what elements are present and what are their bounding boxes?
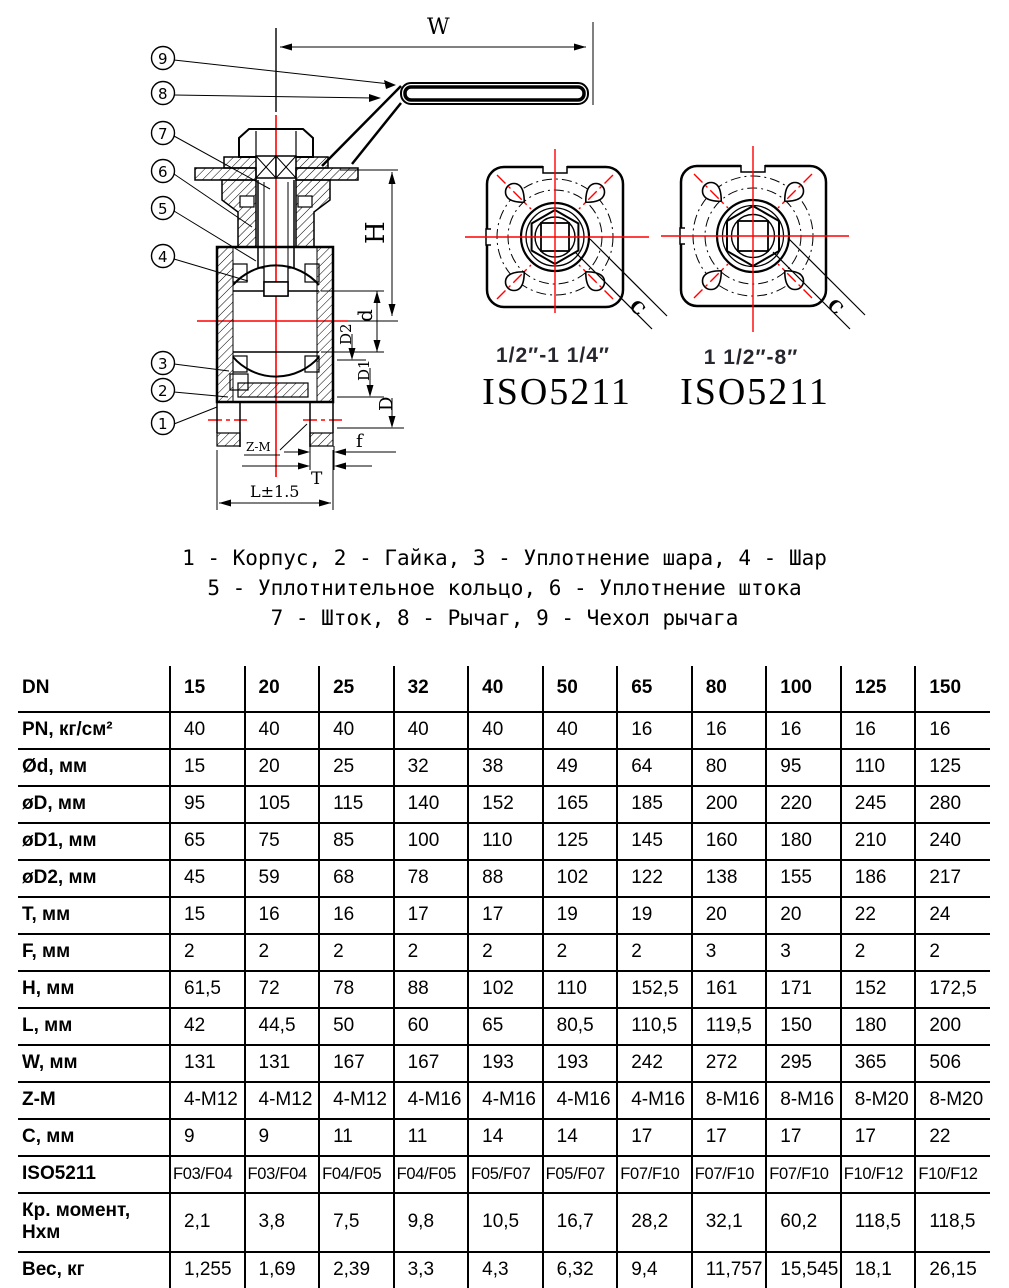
table-cell: 85 [319, 823, 394, 860]
table-cell: 11,757 [692, 1252, 767, 1288]
table-cell: 2,39 [319, 1252, 394, 1288]
svg-text:9: 9 [158, 50, 168, 68]
table-cell: 8-M16 [766, 1082, 841, 1119]
technical-drawing [0, 0, 1009, 535]
table-cell: 78 [319, 971, 394, 1008]
table-cell: 32 [394, 749, 469, 786]
table-cell: 15 [170, 897, 245, 934]
table-cell: 26,15 [915, 1252, 990, 1288]
row-label: Кр. момент, Нхм [18, 1193, 170, 1252]
table-cell: 17 [766, 1119, 841, 1156]
dim-h-label: H [361, 221, 391, 244]
svg-text:6: 6 [158, 163, 168, 181]
table-cell: 59 [245, 860, 320, 897]
table-row [18, 860, 990, 897]
table-cell: 110 [841, 749, 916, 786]
table-cell: 7,5 [319, 1193, 394, 1252]
table-cell: 193 [543, 1045, 618, 1082]
flange-size-range: 1 1/2″-8″ [703, 346, 799, 369]
table-row [18, 1045, 990, 1082]
spec-table [18, 666, 990, 1288]
table-cell: 28,2 [617, 1193, 692, 1252]
dim-big-d-label: D [376, 396, 397, 411]
table-cell: 80,5 [543, 1008, 618, 1045]
table-row [18, 712, 990, 749]
dim-l-label: L±1.5 [250, 482, 300, 501]
table-cell: F05/F07 [468, 1156, 543, 1193]
table-cell: 4-M12 [319, 1082, 394, 1119]
table-row [18, 666, 990, 712]
table-cell: F10/F12 [915, 1156, 990, 1193]
table-cell: 65 [617, 666, 692, 712]
table-cell: F07/F10 [766, 1156, 841, 1193]
flange-view-small [465, 149, 667, 413]
table-cell: 14 [543, 1119, 618, 1156]
row-label: ISO5211 [18, 1156, 170, 1193]
table-cell: 110 [543, 971, 618, 1008]
table-cell: 8-M16 [692, 1082, 767, 1119]
table-cell: F05/F07 [543, 1156, 618, 1193]
table-cell: 15 [170, 666, 245, 712]
table-cell: 61,5 [170, 971, 245, 1008]
table-cell: 95 [766, 749, 841, 786]
table-cell: 125 [543, 823, 618, 860]
table-cell: 2 [394, 934, 469, 971]
table-cell: 240 [915, 823, 990, 860]
table-cell: 75 [245, 823, 320, 860]
table-cell: 40 [394, 712, 469, 749]
table-row [18, 1252, 990, 1288]
row-label: Ød, мм [18, 749, 170, 786]
table-cell: 16 [319, 897, 394, 934]
bottom-flange [217, 383, 333, 447]
table-cell: 14 [468, 1119, 543, 1156]
table-cell: 38 [468, 749, 543, 786]
table-cell: 200 [915, 1008, 990, 1045]
table-cell: 193 [468, 1045, 543, 1082]
table-cell: 115 [319, 786, 394, 823]
table-cell: 110,5 [617, 1008, 692, 1045]
row-label: øD1, мм [18, 823, 170, 860]
table-cell: 1,255 [170, 1252, 245, 1288]
table-row [18, 1119, 990, 1156]
table-cell: 95 [170, 786, 245, 823]
table-cell: 17 [841, 1119, 916, 1156]
table-row [18, 1156, 990, 1193]
table-cell: 2 [468, 934, 543, 971]
flange-iso-label: ISO5211 [482, 371, 632, 413]
flange-c-label: C [624, 296, 649, 321]
table-cell: F03/F04 [245, 1156, 320, 1193]
dimension-big-d [337, 397, 404, 428]
table-cell: 180 [766, 823, 841, 860]
flange-size-range: 1/2″-1 1/4″ [495, 344, 611, 367]
table-cell: 16 [766, 712, 841, 749]
table-cell: 80 [692, 666, 767, 712]
row-label: L, мм [18, 1008, 170, 1045]
table-cell: 20 [766, 897, 841, 934]
table-cell: F03/F04 [170, 1156, 245, 1193]
table-cell: 15,545 [766, 1252, 841, 1288]
table-cell: F10/F12 [841, 1156, 916, 1193]
row-label: PN, кг/см² [18, 712, 170, 749]
table-cell: 11 [394, 1119, 469, 1156]
table-cell: 217 [915, 860, 990, 897]
table-cell: 200 [692, 786, 767, 823]
dimension-h [340, 170, 398, 321]
table-row [18, 934, 990, 971]
parts-legend [0, 543, 1009, 633]
table-cell: 295 [766, 1045, 841, 1082]
table-cell: 65 [170, 823, 245, 860]
table-cell: 506 [915, 1045, 990, 1082]
row-label: H, мм [18, 971, 170, 1008]
table-cell: 152,5 [617, 971, 692, 1008]
table-cell: 20 [245, 666, 320, 712]
table-cell: 22 [915, 1119, 990, 1156]
svg-text:3: 3 [158, 355, 168, 373]
callout-8 [152, 82, 382, 105]
table-cell: 2 [617, 934, 692, 971]
table-cell: 17 [468, 897, 543, 934]
table-row [18, 823, 990, 860]
table-row [18, 1193, 990, 1252]
row-label: øD2, мм [18, 860, 170, 897]
row-label: øD, мм [18, 786, 170, 823]
table-cell: 40 [170, 712, 245, 749]
legend-line-1: 1 - Корпус, 2 - Гайка, 3 - Уплотнение шара, 4 - Шар [182, 546, 827, 570]
table-cell: 16 [841, 712, 916, 749]
dim-d1-label: D1 [355, 359, 373, 381]
table-cell: 60,2 [766, 1193, 841, 1252]
svg-text:7: 7 [158, 125, 168, 143]
svg-text:8: 8 [158, 85, 168, 103]
table-cell: 20 [692, 897, 767, 934]
table-cell: 72 [245, 971, 320, 1008]
flange-view-large [661, 146, 865, 413]
table-cell: 88 [394, 971, 469, 1008]
table-cell: 167 [394, 1045, 469, 1082]
table-cell: 32,1 [692, 1193, 767, 1252]
table-cell: 17 [692, 1119, 767, 1156]
table-cell: 40 [468, 712, 543, 749]
table-cell: 40 [543, 712, 618, 749]
table-cell: 2 [841, 934, 916, 971]
table-cell: 19 [617, 897, 692, 934]
table-row [18, 749, 990, 786]
table-cell: 10,5 [468, 1193, 543, 1252]
table-cell: 186 [841, 860, 916, 897]
table-cell: 180 [841, 1008, 916, 1045]
table-cell: 78 [394, 860, 469, 897]
table-cell: 9 [245, 1119, 320, 1156]
table-cell: 4-M16 [468, 1082, 543, 1119]
table-cell: 40 [319, 712, 394, 749]
table-cell: 2 [245, 934, 320, 971]
table-row [18, 897, 990, 934]
table-cell: 25 [319, 749, 394, 786]
table-cell: 125 [915, 749, 990, 786]
table-cell: 100 [394, 823, 469, 860]
table-cell: 165 [543, 786, 618, 823]
table-cell: 17 [617, 1119, 692, 1156]
flange-iso-label: ISO5211 [680, 371, 830, 413]
table-cell: 131 [245, 1045, 320, 1082]
table-cell: 8-M20 [915, 1082, 990, 1119]
table-cell: 15 [170, 749, 245, 786]
table-cell: 155 [766, 860, 841, 897]
table-cell: 3,8 [245, 1193, 320, 1252]
table-cell: 9,4 [617, 1252, 692, 1288]
table-cell: 20 [245, 749, 320, 786]
table-cell: 145 [617, 823, 692, 860]
table-cell: 40 [245, 712, 320, 749]
callout-9 [152, 47, 397, 90]
table-cell: 102 [468, 971, 543, 1008]
table-cell: 45 [170, 860, 245, 897]
table-cell: 167 [319, 1045, 394, 1082]
row-label: Вес, кг [18, 1252, 170, 1288]
table-cell: 161 [692, 971, 767, 1008]
table-cell: 100 [766, 666, 841, 712]
table-cell: 3,3 [394, 1252, 469, 1288]
table-cell: 152 [468, 786, 543, 823]
table-cell: 150 [915, 666, 990, 712]
spec-table-body [18, 666, 990, 1288]
table-cell: F04/F05 [394, 1156, 469, 1193]
table-cell: F07/F10 [692, 1156, 767, 1193]
table-cell: 68 [319, 860, 394, 897]
table-cell: 9 [170, 1119, 245, 1156]
table-cell: 185 [617, 786, 692, 823]
table-cell: 2 [319, 934, 394, 971]
table-cell: 11 [319, 1119, 394, 1156]
table-cell: 125 [841, 666, 916, 712]
table-cell: 16 [617, 712, 692, 749]
table-cell: 9,8 [394, 1193, 469, 1252]
table-cell: 2 [915, 934, 990, 971]
table-cell: 2 [543, 934, 618, 971]
table-cell: 32 [394, 666, 469, 712]
table-cell: 4-M12 [170, 1082, 245, 1119]
table-cell: 16,7 [543, 1193, 618, 1252]
table-cell: 25 [319, 666, 394, 712]
dim-d-label: d [353, 309, 377, 322]
table-cell: 49 [543, 749, 618, 786]
table-cell: 60 [394, 1008, 469, 1045]
table-row [18, 1008, 990, 1045]
table-cell: 122 [617, 860, 692, 897]
table-cell: 16 [692, 712, 767, 749]
table-cell: 210 [841, 823, 916, 860]
table-cell: 4,3 [468, 1252, 543, 1288]
row-label: C, мм [18, 1119, 170, 1156]
table-cell: 365 [841, 1045, 916, 1082]
table-cell: 50 [543, 666, 618, 712]
table-cell: 140 [394, 786, 469, 823]
table-cell: 2,1 [170, 1193, 245, 1252]
table-cell: 110 [468, 823, 543, 860]
svg-text:5: 5 [158, 200, 168, 218]
table-cell: 118,5 [841, 1193, 916, 1252]
table-cell: 102 [543, 860, 618, 897]
table-cell: 80 [692, 749, 767, 786]
table-cell: 160 [692, 823, 767, 860]
dim-w-label: W [427, 15, 450, 40]
table-cell: 118,5 [915, 1193, 990, 1252]
svg-text:1: 1 [158, 415, 168, 433]
table-cell: 2 [170, 934, 245, 971]
row-label: W, мм [18, 1045, 170, 1082]
table-cell: 119,5 [692, 1008, 767, 1045]
table-cell: 152 [841, 971, 916, 1008]
table-cell: 64 [617, 749, 692, 786]
dim-d2-label: D2 [337, 323, 355, 345]
svg-text:2: 2 [158, 382, 168, 400]
table-cell: 19 [543, 897, 618, 934]
table-cell: 4-M16 [617, 1082, 692, 1119]
row-label: T, мм [18, 897, 170, 934]
legend-line-2: 5 - Уплотнительное кольцо, 6 - Уплотнение штока [207, 576, 802, 600]
table-cell: 16 [915, 712, 990, 749]
dimension-d2 [337, 323, 366, 360]
table-cell: 4-M16 [543, 1082, 618, 1119]
valve-body [217, 247, 333, 402]
table-cell: 65 [468, 1008, 543, 1045]
table-cell: 18,1 [841, 1252, 916, 1288]
row-label: F, мм [18, 934, 170, 971]
table-cell: 138 [692, 860, 767, 897]
table-cell: 16 [245, 897, 320, 934]
table-cell: 4-M16 [394, 1082, 469, 1119]
row-label: Z-M [18, 1082, 170, 1119]
bolt-callout-label: Z-M [246, 440, 271, 454]
table-cell: 42 [170, 1008, 245, 1045]
table-cell: 50 [319, 1008, 394, 1045]
legend-line-3: 7 - Шток, 8 - Рычаг, 9 - Чехол рычага [270, 606, 739, 630]
dim-t-label: T [311, 469, 323, 489]
table-cell: 4-M12 [245, 1082, 320, 1119]
row-label: DN [22, 677, 50, 698]
table-cell: 105 [245, 786, 320, 823]
table-cell: F04/F05 [319, 1156, 394, 1193]
table-cell: 131 [170, 1045, 245, 1082]
dimension-w [280, 15, 593, 105]
table-cell: 40 [468, 666, 543, 712]
dimension-d1 [337, 359, 384, 397]
table-cell: 220 [766, 786, 841, 823]
table-cell: 272 [692, 1045, 767, 1082]
table-cell: 88 [468, 860, 543, 897]
table-row [18, 1082, 990, 1119]
table-cell: 17 [394, 897, 469, 934]
table-cell: 44,5 [245, 1008, 320, 1045]
spec-table-grid [18, 666, 990, 1288]
table-cell: 3 [692, 934, 767, 971]
table-cell: 280 [915, 786, 990, 823]
dim-f-label: f [356, 431, 363, 452]
table-row [18, 971, 990, 1008]
table-row [18, 786, 990, 823]
table-cell: 150 [766, 1008, 841, 1045]
table-cell: 24 [915, 897, 990, 934]
flange-c-label: C [822, 295, 847, 320]
callout-1 [152, 407, 218, 435]
table-cell: 245 [841, 786, 916, 823]
table-cell: 6,32 [543, 1252, 618, 1288]
table-cell: 22 [841, 897, 916, 934]
table-cell: 3 [766, 934, 841, 971]
svg-text:4: 4 [158, 248, 168, 266]
table-cell: 242 [617, 1045, 692, 1082]
table-cell: 8-M20 [841, 1082, 916, 1119]
table-cell: 1,69 [245, 1252, 320, 1288]
table-cell: F07/F10 [617, 1156, 692, 1193]
table-cell: 172,5 [915, 971, 990, 1008]
table-cell: 171 [766, 971, 841, 1008]
handle [322, 83, 588, 166]
